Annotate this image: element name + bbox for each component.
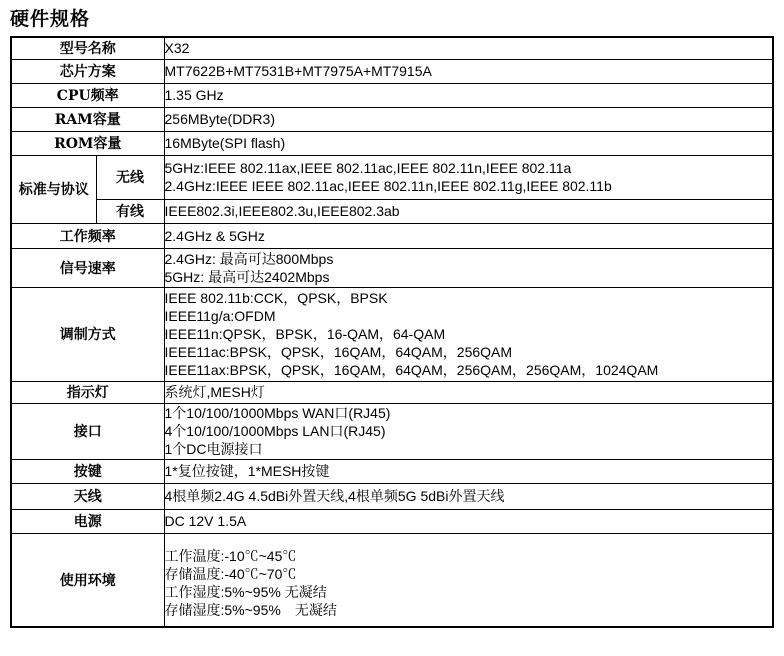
row-value [164,533,773,627]
row-label: 芯片方案 [11,59,164,83]
value-line: 1个10/100/1000Mbps WAN口(RJ45) [164,405,391,421]
spec-table [10,36,774,628]
value-line: 4根单频2.4G 4.5dBi外置天线,4根单频5G 5dBi外置天线 [164,488,505,504]
value-line: 16MByte(SPI flash) [164,135,286,151]
row-value [164,509,773,533]
table-row [11,403,773,459]
value-line: 2.4GHz:IEEE IEEE 802.11ac,IEEE 802.11n,IEEE 802.11g,IEEE 802.11b [164,178,612,194]
row-value [164,155,773,199]
row-label: 调制方式 [11,287,164,381]
value-line: DC 12V 1.5A [164,513,247,529]
table-row [11,248,773,287]
row-label: 标准与协议 [11,155,96,223]
value-line: X32 [164,40,190,57]
value-line: IEEE11n:QPSK，BPSK，16-QAM，64-QAM [164,326,446,342]
row-value [164,459,773,483]
row-label: 工作频率 [11,223,164,248]
sub-label: 有线 [96,199,164,223]
value-line: 256MByte(DDR3) [164,111,275,127]
value-line: 1.35 GHz [164,87,224,103]
value-line: IEEE11ax:BPSK，QPSK，16QAM，64QAM，256QAM，256QAM，1024QAM [164,362,659,378]
row-label: RAM容量 [11,107,164,131]
row-label: 天线 [11,483,164,509]
value-line: IEEE11g/a:OFDM [164,308,276,324]
value-line: MT7622B+MT7531B+MT7975A+MT7915A [164,63,432,79]
sub-label: 无线 [96,155,164,199]
table-row [11,509,773,533]
value-line: 工作温度:-10℃~45℃ [164,547,297,564]
row-label: 指示灯 [11,381,164,403]
row-value [164,107,773,131]
row-value [164,131,773,155]
value-line: 存储温度:-40℃~70℃ [164,565,297,582]
value-line: 2.4GHz: 最高可达800Mbps [164,250,334,267]
row-value [164,287,773,381]
table-row [11,59,773,83]
page-title: 硬件规格 [10,8,91,30]
value-line: IEEE11ac:BPSK，QPSK，16QAM，64QAM，256QAM [164,344,513,360]
row-value [164,403,773,459]
value-line: 4个10/100/1000Mbps LAN口(RJ45) [164,423,386,439]
row-value [164,381,773,403]
row-label: CPU频率 [11,83,164,107]
row-label: ROM容量 [11,131,164,155]
row-label: 电源 [11,509,164,533]
table-row [11,107,773,131]
value-line: 5GHz: 最高可达2402Mbps [164,268,330,285]
table-row [11,533,773,627]
row-value [164,59,773,83]
table-row [11,131,773,155]
value-line: 存储湿度:5%~95% 无凝结 [164,601,337,618]
row-value [164,83,773,107]
row-value [164,37,773,59]
value-line: IEEE802.3i,IEEE802.3u,IEEE802.3ab [164,203,400,219]
value-line: 2.4GHz & 5GHz [164,227,265,244]
value-line: 5GHz:IEEE 802.11ax,IEEE 802.11ac,IEEE 802.11n,IEEE 802.11a [164,160,572,176]
table-row [11,199,773,223]
table-row [11,459,773,483]
value-line: 1个DC电源接口 [164,441,263,457]
row-value [164,483,773,509]
row-label: 接口 [11,403,164,459]
row-value [164,248,773,287]
table-row [11,223,773,248]
row-label: 按键 [11,459,164,483]
table-row [11,155,773,199]
value-line: 工作湿度:5%~95% 无凝结 [164,583,327,600]
table-row [11,37,773,59]
table-row [11,287,773,381]
row-value [164,223,773,248]
table-row [11,83,773,107]
table-row [11,483,773,509]
value-line: 1*复位按键，1*MESH按键 [164,463,330,479]
row-value [164,199,773,223]
row-label: 信号速率 [11,248,164,287]
value-line: 系统灯,MESH灯 [164,384,265,400]
value-line: IEEE 802.11b:CCK，QPSK，BPSK [164,290,388,306]
row-label: 使用环境 [11,533,164,627]
table-row [11,381,773,403]
row-label: 型号名称 [11,37,164,59]
